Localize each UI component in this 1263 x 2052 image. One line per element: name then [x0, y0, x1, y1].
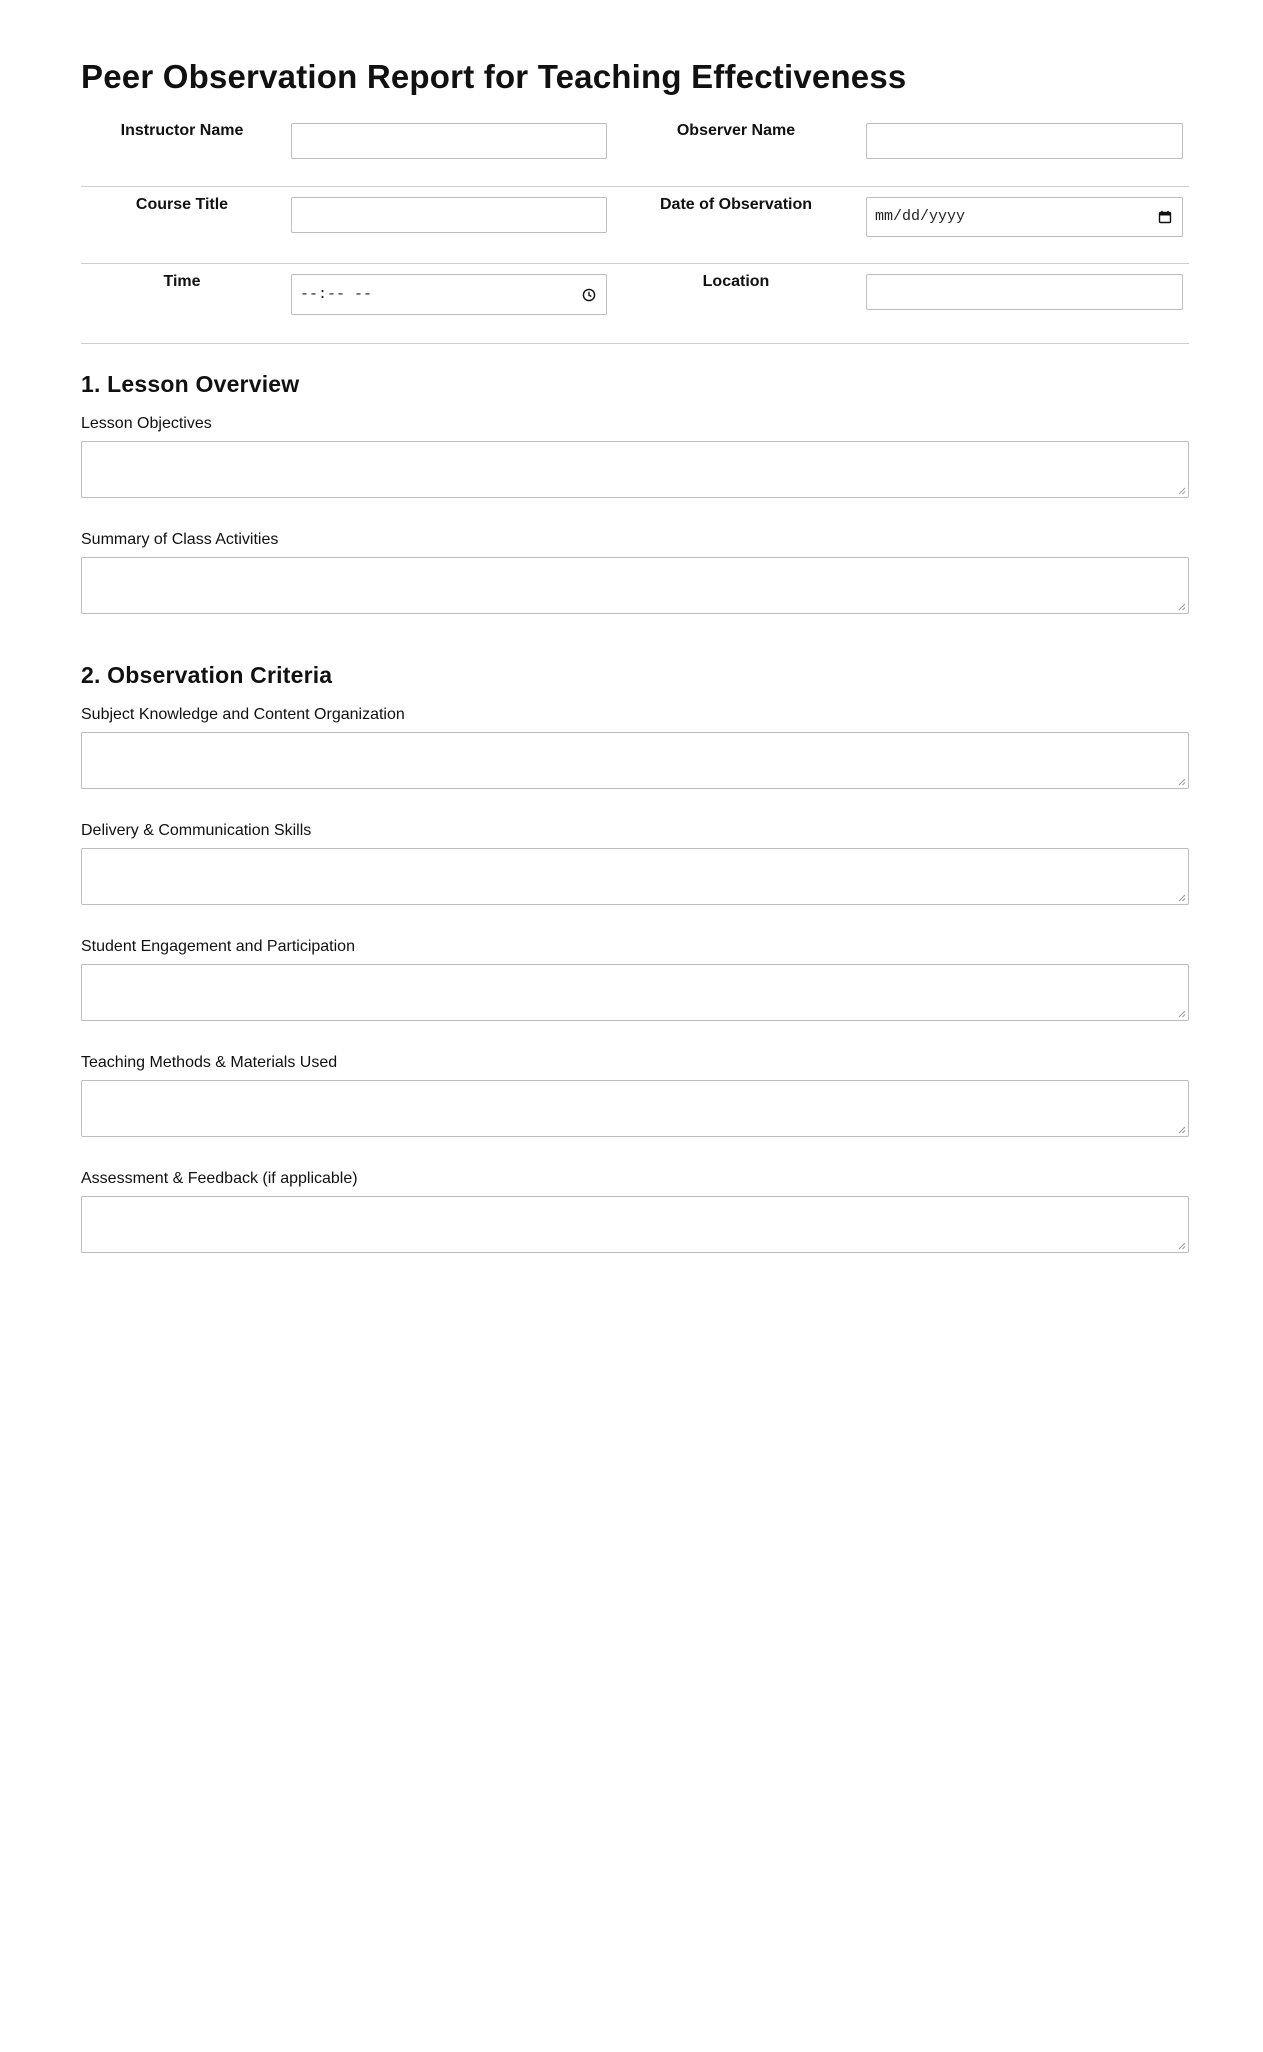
date-of-observation-input[interactable] [866, 197, 1183, 237]
subject-knowledge-textarea[interactable] [81, 732, 1189, 789]
observer-name-label: Observer Name [676, 122, 796, 139]
delivery-communication-label: Delivery & Communication Skills [81, 822, 312, 839]
student-engagement-textarea[interactable] [81, 964, 1189, 1021]
course-title-label: Course Title [135, 196, 229, 213]
date-of-observation-label: Date of Observation [659, 196, 813, 213]
date-placeholder: mm/dd/yyyy [875, 208, 966, 225]
instructor-name-label: Instructor Name [120, 122, 244, 139]
location-input[interactable] [866, 274, 1183, 310]
teaching-methods-label: Teaching Methods & Materials Used [81, 1054, 338, 1071]
subject-knowledge-label: Subject Knowledge and Content Organization [81, 706, 405, 723]
student-engagement-label: Student Engagement and Participation [81, 938, 355, 955]
resize-handle-icon[interactable] [1178, 778, 1186, 786]
clock-icon[interactable] [582, 288, 596, 302]
lesson-objectives-textarea[interactable] [81, 441, 1189, 498]
resize-handle-icon[interactable] [1178, 487, 1186, 495]
teaching-methods-textarea[interactable] [81, 1080, 1189, 1137]
location-label: Location [702, 273, 770, 290]
info-row-course-date [81, 187, 1189, 264]
page-title: Peer Observation Report for Teaching Effectiveness [81, 58, 907, 95]
resize-handle-icon[interactable] [1178, 603, 1186, 611]
resize-handle-icon[interactable] [1178, 894, 1186, 902]
calendar-icon[interactable] [1158, 210, 1172, 224]
time-label: Time [163, 273, 201, 290]
instructor-name-input[interactable] [291, 123, 607, 159]
delivery-communication-textarea[interactable] [81, 848, 1189, 905]
class-activities-textarea[interactable] [81, 557, 1189, 614]
info-row-names [81, 113, 1189, 187]
time-placeholder: --:-- -- [300, 286, 373, 303]
observer-name-input[interactable] [866, 123, 1183, 159]
resize-handle-icon[interactable] [1178, 1242, 1186, 1250]
time-input[interactable] [291, 274, 607, 315]
resize-handle-icon[interactable] [1178, 1126, 1186, 1134]
lesson-objectives-label: Lesson Objectives [81, 415, 212, 432]
info-row-time-location [81, 264, 1189, 344]
resize-handle-icon[interactable] [1178, 1010, 1186, 1018]
info-table [81, 113, 1189, 344]
section-observation-criteria-title: 2. Observation Criteria [81, 662, 333, 688]
assessment-feedback-textarea[interactable] [81, 1196, 1189, 1253]
class-activities-label: Summary of Class Activities [81, 531, 279, 548]
course-title-input[interactable] [291, 197, 607, 233]
section-lesson-overview-title: 1. Lesson Overview [81, 371, 300, 397]
assessment-feedback-label: Assessment & Feedback (if applicable) [81, 1170, 358, 1187]
